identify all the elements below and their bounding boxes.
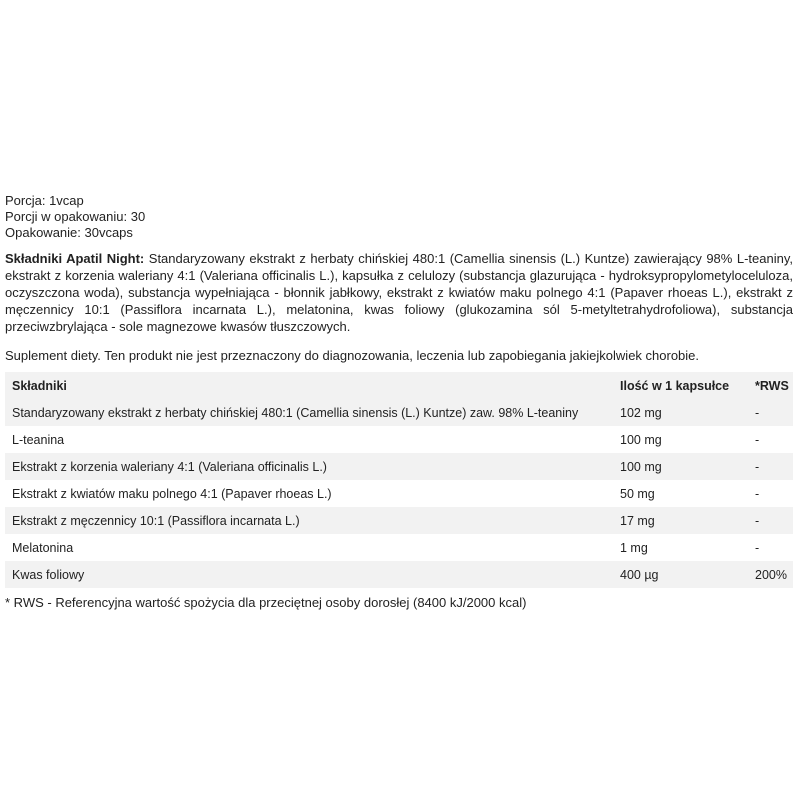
ingredient-name: L-teanina <box>12 432 65 447</box>
table-row <box>5 426 793 453</box>
servings-per-package: Porcji w opakowaniu: 30 <box>5 209 146 224</box>
ingredient-rws: 200% <box>748 561 793 588</box>
nutrition-table <box>5 372 793 588</box>
ingredients-text: Standaryzowany ekstrakt z herbaty chińskiej 480:1 (Camellia sinensis (L.) Kuntze) zawierający 98% L-teaniny, ekstrakt z korzenia waleriany 4:1 (Valeriana officinalis L.), kapsułka z celulozy (substancja glazurująca - hydroksypropylometyloceluloza, oczyszczona woda), substancja wypełniająca - błonnik jabłkowy, ekstrakt z kwiatów maku polnego 4:1 (Papaver rhoeas L.), ekstrakt z męczennicy 10:1 (Passiflora incarnata L.), melatonina, kwas foliowy (glukozamina sól 5-metyltetrahydrofoliowa), substancja przeciwzbrylająca - sole magnezowe kwasów tłuszczowych. <box>5 251 793 334</box>
ingredient-amount: 102 mg <box>613 399 748 426</box>
ingredient-name: Ekstrakt z kwiatów maku polnego 4:1 (Papaver rhoeas L.) <box>12 486 332 501</box>
ingredient-amount: 17 mg <box>613 507 748 534</box>
ingredient-rws: - <box>755 486 760 501</box>
ingredient-name: Ekstrakt z korzenia waleriany 4:1 (Valeriana officinalis L.) <box>5 453 613 480</box>
ingredient-name: Ekstrakt z męczennicy 10:1 (Passiflora incarnata L.) <box>5 507 613 534</box>
ingredient-name: Melatonina <box>12 540 74 555</box>
ingredient-rws: - <box>748 399 793 426</box>
table-header-row <box>5 372 793 399</box>
ingredient-amount: 100 mg <box>613 453 748 480</box>
serving-size: Porcja: 1vcap <box>5 193 84 208</box>
rws-footnote: * RWS - Referencyjna wartość spożycia dla przeciętnej osoby dorosłej (8400 kJ/2000 kcal) <box>5 595 527 610</box>
table-row <box>5 507 793 534</box>
table-row <box>5 480 793 507</box>
ingredients-label: Składniki Apatil Night: <box>5 251 145 266</box>
header-rws: *RWS <box>748 372 793 399</box>
ingredient-name: Kwas foliowy <box>5 561 613 588</box>
product-info-document <box>5 193 793 611</box>
table-row <box>5 561 793 588</box>
table-row <box>5 453 793 480</box>
supplement-note: Suplement diety. Ten produkt nie jest przeznaczony do diagnozowania, leczenia lub zapobiegania jakiejkolwiek chorobie. <box>5 348 700 363</box>
ingredient-name: Standaryzowany ekstrakt z herbaty chińskiej 480:1 (Camellia sinensis (L.) Kuntze) zaw. 98% L-teaniny <box>5 399 613 426</box>
ingredient-amount: 50 mg <box>620 486 655 501</box>
table-row <box>5 399 793 426</box>
ingredient-rws: - <box>748 453 793 480</box>
header-amount: Ilość w 1 kapsułce <box>613 372 748 399</box>
ingredient-rws: - <box>755 540 760 555</box>
ingredient-rws: - <box>755 432 760 447</box>
table-row <box>5 534 793 561</box>
package-size: Opakowanie: 30vcaps <box>5 225 133 240</box>
header-ingredients: Składniki <box>5 372 613 399</box>
ingredient-amount: 1 mg <box>620 540 648 555</box>
ingredient-rws: - <box>748 507 793 534</box>
ingredients-paragraph <box>5 250 793 335</box>
ingredient-amount: 100 mg <box>620 432 662 447</box>
ingredient-amount: 400 µg <box>613 561 748 588</box>
